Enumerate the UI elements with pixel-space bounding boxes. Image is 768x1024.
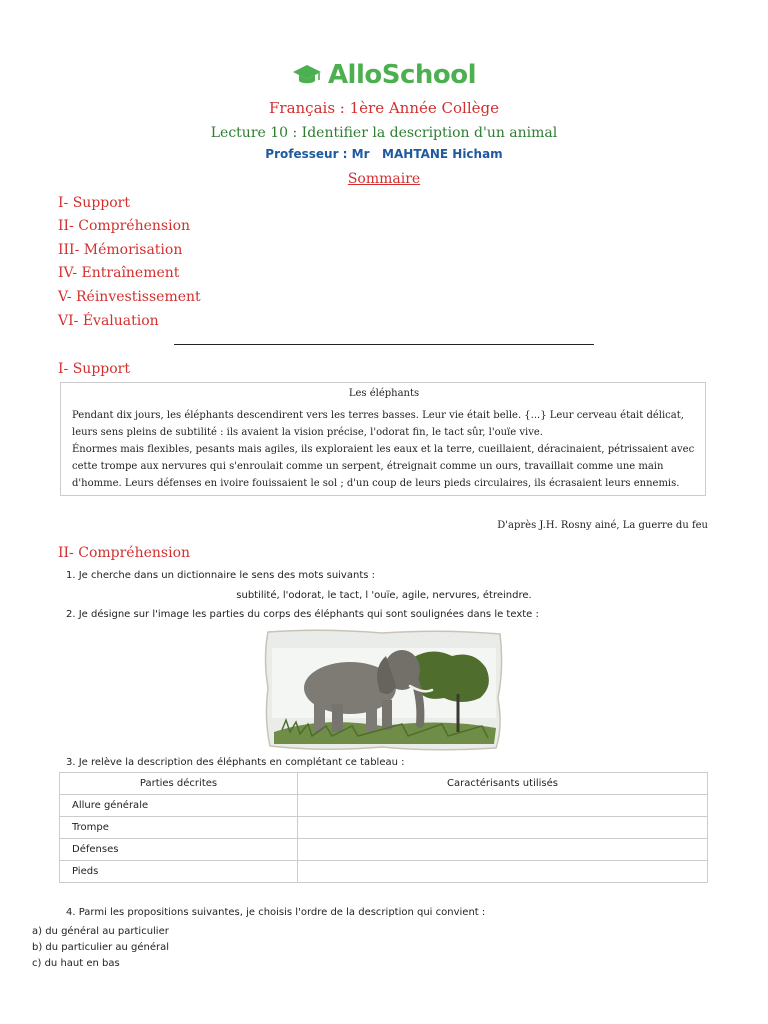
table-header: Parties décrites bbox=[60, 773, 298, 795]
question-1: 1. Je cherche dans un dictionnaire le sens des mots suivants : bbox=[66, 570, 375, 581]
section-heading-comprehension: II- Compréhension bbox=[58, 545, 191, 561]
teacher-name: Professeur : Mr MAHTANE Hicham bbox=[265, 147, 503, 161]
option-c[interactable]: c) du haut en bas bbox=[32, 958, 120, 969]
table-answer-cell[interactable] bbox=[298, 861, 708, 883]
section-heading-support: I- Support bbox=[58, 361, 130, 377]
table-answer-cell[interactable] bbox=[298, 795, 708, 817]
toc-item-support[interactable]: I- Support bbox=[58, 195, 130, 211]
option-b[interactable]: b) du particulier au général bbox=[32, 942, 170, 953]
text-source: D'après J.H. Rosny ainé, La guerre du feu bbox=[497, 520, 708, 531]
logo-text: AlloSchool bbox=[327, 60, 477, 90]
text-title: Les éléphants bbox=[348, 388, 420, 399]
question-3: 3. Je relève la description des éléphants en complétant ce tableau : bbox=[66, 757, 405, 768]
question-2: 2. Je désigne sur l'image les parties du corps des éléphants qui sont soulignées dans le texte : bbox=[66, 609, 539, 620]
graduation-cap-icon bbox=[292, 64, 322, 86]
toc-item-evaluation[interactable]: VI- Évaluation bbox=[58, 313, 159, 329]
alloschool-logo bbox=[0, 60, 768, 90]
text-line-3: Énormes mais flexibles, pesants mais agiles, ils exploraient les eaux et la terre, cueillaient, déracinaient, pétrissaient avec bbox=[72, 444, 695, 455]
table-row-label: Trompe bbox=[60, 817, 298, 839]
text-line-5: d'homme. Leurs défenses en ivoire fouissaient le sol ; d'un coup de leurs pieds circulaires, ils écrasaient leurs ennemis. bbox=[72, 478, 680, 489]
table-row bbox=[60, 817, 708, 839]
table-row bbox=[60, 795, 708, 817]
table-row bbox=[60, 861, 708, 883]
table-row bbox=[60, 839, 708, 861]
table-row-label: Allure générale bbox=[60, 795, 298, 817]
text-line-2: leurs sens pleins de subtilité : ils avaient la vision précise, l'odorat fin, le tact sûr, l'ouïe vive. bbox=[72, 427, 543, 438]
summary-heading: Sommaire bbox=[347, 171, 421, 187]
toc-item-entrainement[interactable]: IV- Entraînement bbox=[58, 265, 180, 281]
table-answer-cell[interactable] bbox=[298, 839, 708, 861]
elephant-image bbox=[262, 628, 504, 752]
lesson-title: Lecture 10 : Identifier la description d'un animal bbox=[210, 125, 558, 141]
description-table bbox=[59, 772, 708, 883]
divider bbox=[174, 344, 594, 345]
course-title: Français : 1ère Année Collège bbox=[269, 99, 499, 117]
toc-item-reinvestissement[interactable]: V- Réinvestissement bbox=[58, 289, 201, 305]
option-a[interactable]: a) du général au particulier bbox=[32, 926, 169, 937]
question-4: 4. Parmi les propositions suivantes, je choisis l'ordre de la description qui convient : bbox=[66, 907, 486, 918]
text-line-4: cette trompe aux nervures qui s'enroulait comme un serpent, étreignait comme un ours, travaillait comme une main bbox=[72, 461, 664, 472]
text-line-1: Pendant dix jours, les éléphants descendirent vers les terres basses. Leur vie était belle. {...} Leur cerveau était délicat, bbox=[72, 410, 684, 421]
table-row-label: Pieds bbox=[60, 861, 298, 883]
table-row-label: Défenses bbox=[60, 839, 298, 861]
toc-item-comprehension[interactable]: II- Compréhension bbox=[58, 218, 191, 234]
table-header: Caractérisants utilisés bbox=[298, 773, 708, 795]
table-answer-cell[interactable] bbox=[298, 817, 708, 839]
toc-item-memorisation[interactable]: III- Mémorisation bbox=[58, 242, 183, 258]
vocabulary-words: subtilité, l'odorat, le tact, l 'ouïe, agile, nervures, étreindre. bbox=[236, 590, 532, 601]
table-header-row bbox=[60, 773, 708, 795]
